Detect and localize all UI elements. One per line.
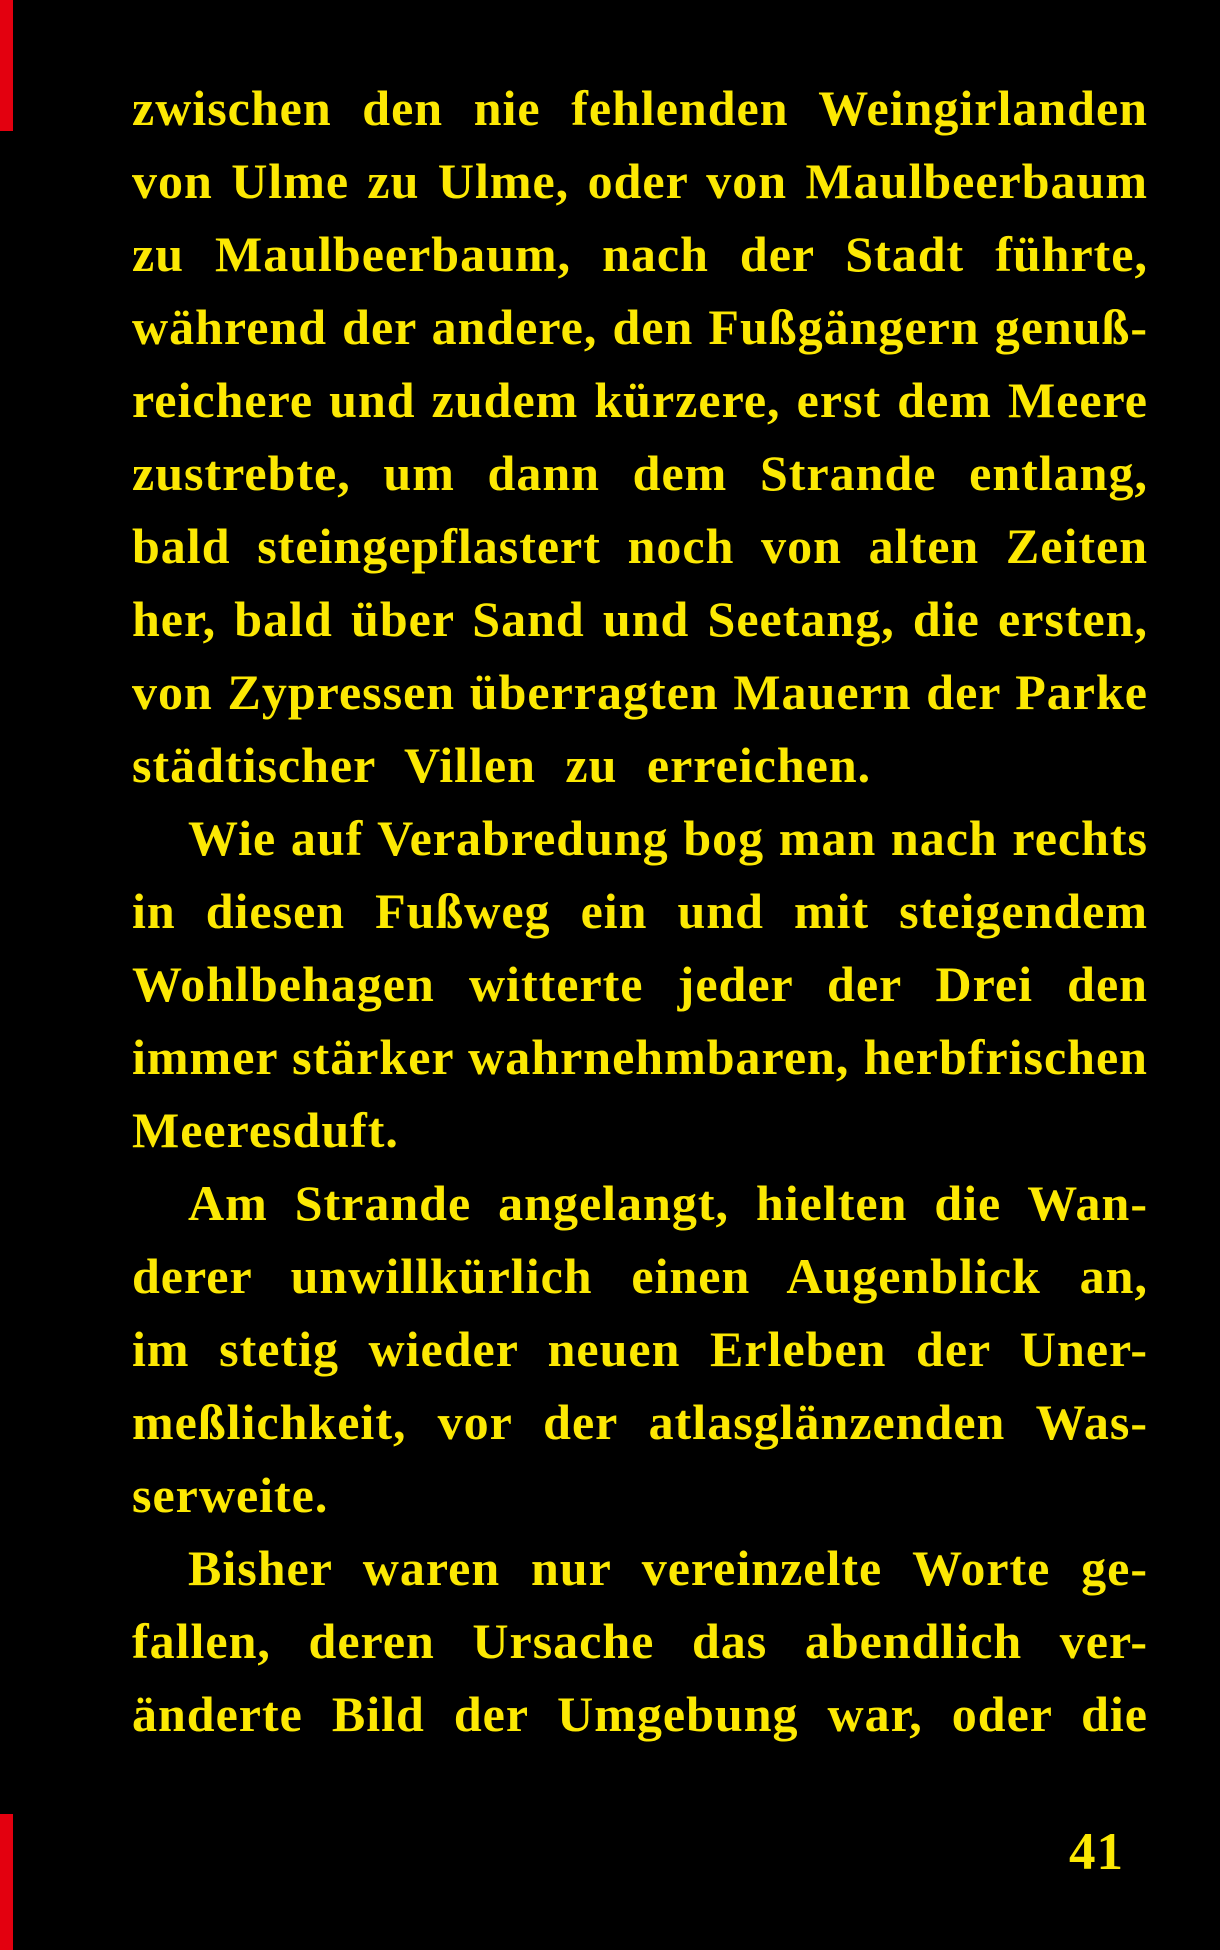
text-line: in diesen Fußweg ein und mit steigendem	[132, 883, 1148, 939]
text-line: fallen, deren Ursache das abendlich ver-	[132, 1613, 1148, 1669]
text-line: serweite.	[132, 1467, 329, 1523]
text-line: städtischer Villen zu erreichen.	[132, 737, 872, 793]
text-line: Bisher waren nur vereinzelte Worte ge-	[188, 1540, 1148, 1596]
text-line: zu Maulbeerbaum, nach der Stadt führte,	[132, 226, 1148, 282]
text-line: derer unwillkürlich einen Augenblick an,	[132, 1248, 1148, 1304]
text-line: bald steingepflastert noch von alten Zeiten	[132, 518, 1148, 574]
text-line: zustrebte, um dann dem Strande entlang,	[132, 445, 1148, 501]
page-number: 41	[1069, 1823, 1124, 1881]
text-block	[132, 72, 1148, 1751]
text-line: während der andere, den Fußgängern genuß-	[132, 299, 1148, 355]
text-line: reichere und zudem kürzere, erst dem Meere	[132, 372, 1148, 428]
text-line: immer stärker wahrnehmbaren, herbfrischen	[132, 1029, 1148, 1085]
page-edge-mark-bottom	[0, 1814, 13, 1950]
text-line: von Ulme zu Ulme, oder von Maulbeerbaum	[132, 153, 1148, 209]
text-line: änderte Bild der Umgebung war, oder die	[132, 1686, 1148, 1742]
text-line: im stetig wieder neuen Erleben der Uner-	[132, 1321, 1148, 1377]
text-line: von Zypressen überragten Mauern der Parke	[132, 664, 1148, 720]
text-line: meßlichkeit, vor der atlasglänzenden Was-	[132, 1394, 1148, 1450]
page-edge-mark-top	[0, 0, 13, 131]
text-line: Wohlbehagen witterte jeder der Drei den	[132, 956, 1148, 1012]
text-line: zwischen den nie fehlenden Weingirlanden	[132, 80, 1148, 136]
text-line: Am Strande angelangt, hielten die Wan-	[188, 1175, 1148, 1231]
text-line: her, bald über Sand und Seetang, die ersten,	[132, 591, 1148, 647]
text-line: Meeresduft.	[132, 1102, 399, 1158]
text-line: Wie auf Verabredung bog man nach rechts	[188, 810, 1148, 866]
